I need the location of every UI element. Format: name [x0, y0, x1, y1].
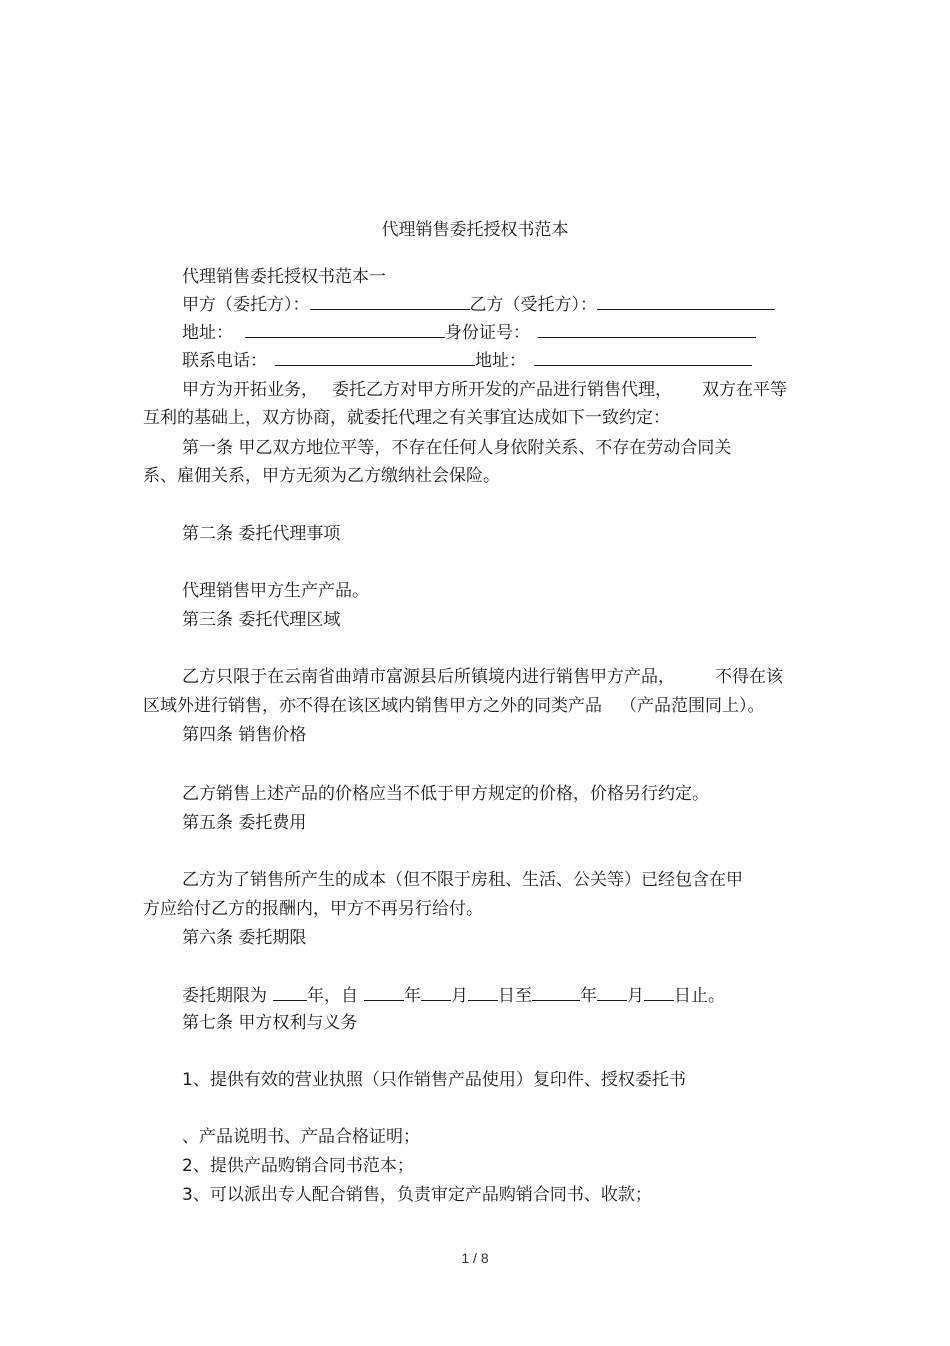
phone-blank — [275, 348, 475, 366]
party-a-label: 甲方（委托方）： — [182, 295, 310, 315]
party-a-blank — [310, 292, 470, 310]
article-3-part-c: 区域外进行销售，亦不得在该区域内销售甲方之外的同类产品 — [143, 696, 602, 716]
start-month-label: 月 — [451, 986, 468, 1006]
party-b-blank — [597, 292, 775, 310]
phone-label: 联系电话： — [182, 351, 267, 371]
end-year-blank — [532, 983, 580, 1001]
article-5-line-1: 乙方为了销售所产生的成本（但不限于房租、生活、公关等）已经包含在甲 — [182, 870, 743, 890]
document-subtitle: 代理销售委托授权书范本一 — [182, 267, 386, 287]
end-day-blank — [644, 983, 674, 1001]
party-b-label: 乙方（受托方）： — [469, 295, 597, 315]
address2-label: 地址： — [475, 351, 526, 371]
article-3-heading: 第三条 委托代理区域 — [182, 610, 341, 630]
intro-line-2: 互利的基础上，双方协商，就委托代理之有关事宜达成如下一致约定： — [143, 408, 670, 428]
article-5-heading: 第五条 委托费用 — [182, 813, 307, 833]
article-7-heading: 第七条 甲方权利与义务 — [182, 1013, 358, 1033]
address-blank — [245, 320, 445, 338]
article-1-line-2: 系、雇佣关系，甲方无须为乙方缴纳社会保险。 — [143, 466, 500, 486]
end-year-label: 年 — [580, 986, 597, 1006]
phone-line — [182, 348, 752, 373]
article-3-part-b: 不得在该 — [715, 667, 783, 687]
term-year-unit: 年，自 — [307, 986, 358, 1006]
term-years-blank — [273, 983, 307, 1001]
intro-part-c: 双方在平等 — [702, 380, 787, 400]
start-year-label: 年 — [404, 986, 421, 1006]
article-2-text: 代理销售甲方生产产品。 — [182, 581, 369, 601]
article-3-part-a: 乙方只限于在云南省曲靖市富源县后所镇境内进行销售甲方产品， — [182, 667, 675, 687]
term-prefix: 委托期限为 — [182, 986, 267, 1006]
article-5-line-2: 方应给付乙方的报酬内，甲方不再另行给付。 — [143, 899, 483, 919]
id-blank — [538, 320, 756, 338]
intro-part-a: 甲方为开拓业务， — [182, 380, 318, 400]
article-6-heading: 第六条 委托期限 — [182, 928, 307, 948]
page-number: 1 / 8 — [461, 1250, 489, 1266]
start-year-blank — [364, 983, 404, 1001]
address-label: 地址： — [182, 323, 233, 343]
article-2-heading: 第二条 委托代理事项 — [182, 524, 341, 544]
item-1-line-1: 1、提供有效的营业执照（只作销售产品使用）复印件、授权委托书 — [182, 1070, 686, 1090]
start-day-blank — [468, 983, 498, 1001]
term-line — [182, 983, 725, 1008]
item-2: 2、提供产品购销合同书范本； — [182, 1156, 414, 1176]
article-3-line-2 — [143, 694, 765, 718]
article-4-heading: 第四条 销售价格 — [182, 725, 307, 745]
item-3: 3、可以派出专人配合销售，负责审定产品购销合同书、收款； — [182, 1185, 652, 1205]
address2-blank — [534, 348, 752, 366]
article-3-part-d: （产品范围同上）。 — [620, 696, 765, 716]
id-label: 身份证号： — [445, 323, 530, 343]
intro-line-1 — [182, 378, 787, 402]
end-month-label: 月 — [627, 986, 644, 1006]
intro-part-b: 委托乙方对甲方所开发的产品进行销售代理， — [332, 380, 672, 400]
article-1-line-1: 第一条 甲乙双方地位平等，不存在任何人身依附关系、不存在劳动合同关 — [182, 438, 732, 458]
address-line — [182, 320, 756, 345]
end-month-blank — [597, 983, 627, 1001]
start-month-blank — [421, 983, 451, 1001]
item-1-line-2: 、产品说明书、产品合格证明； — [182, 1127, 420, 1147]
article-3-line-1 — [182, 665, 783, 689]
end-day-label: 日止。 — [674, 986, 725, 1006]
start-day-label: 日至 — [498, 986, 532, 1006]
party-line — [182, 292, 775, 317]
article-4-text: 乙方销售上述产品的价格应当不低于甲方规定的价格，价格另行约定。 — [182, 784, 709, 804]
document-title: 代理销售委托授权书范本 — [381, 220, 569, 240]
